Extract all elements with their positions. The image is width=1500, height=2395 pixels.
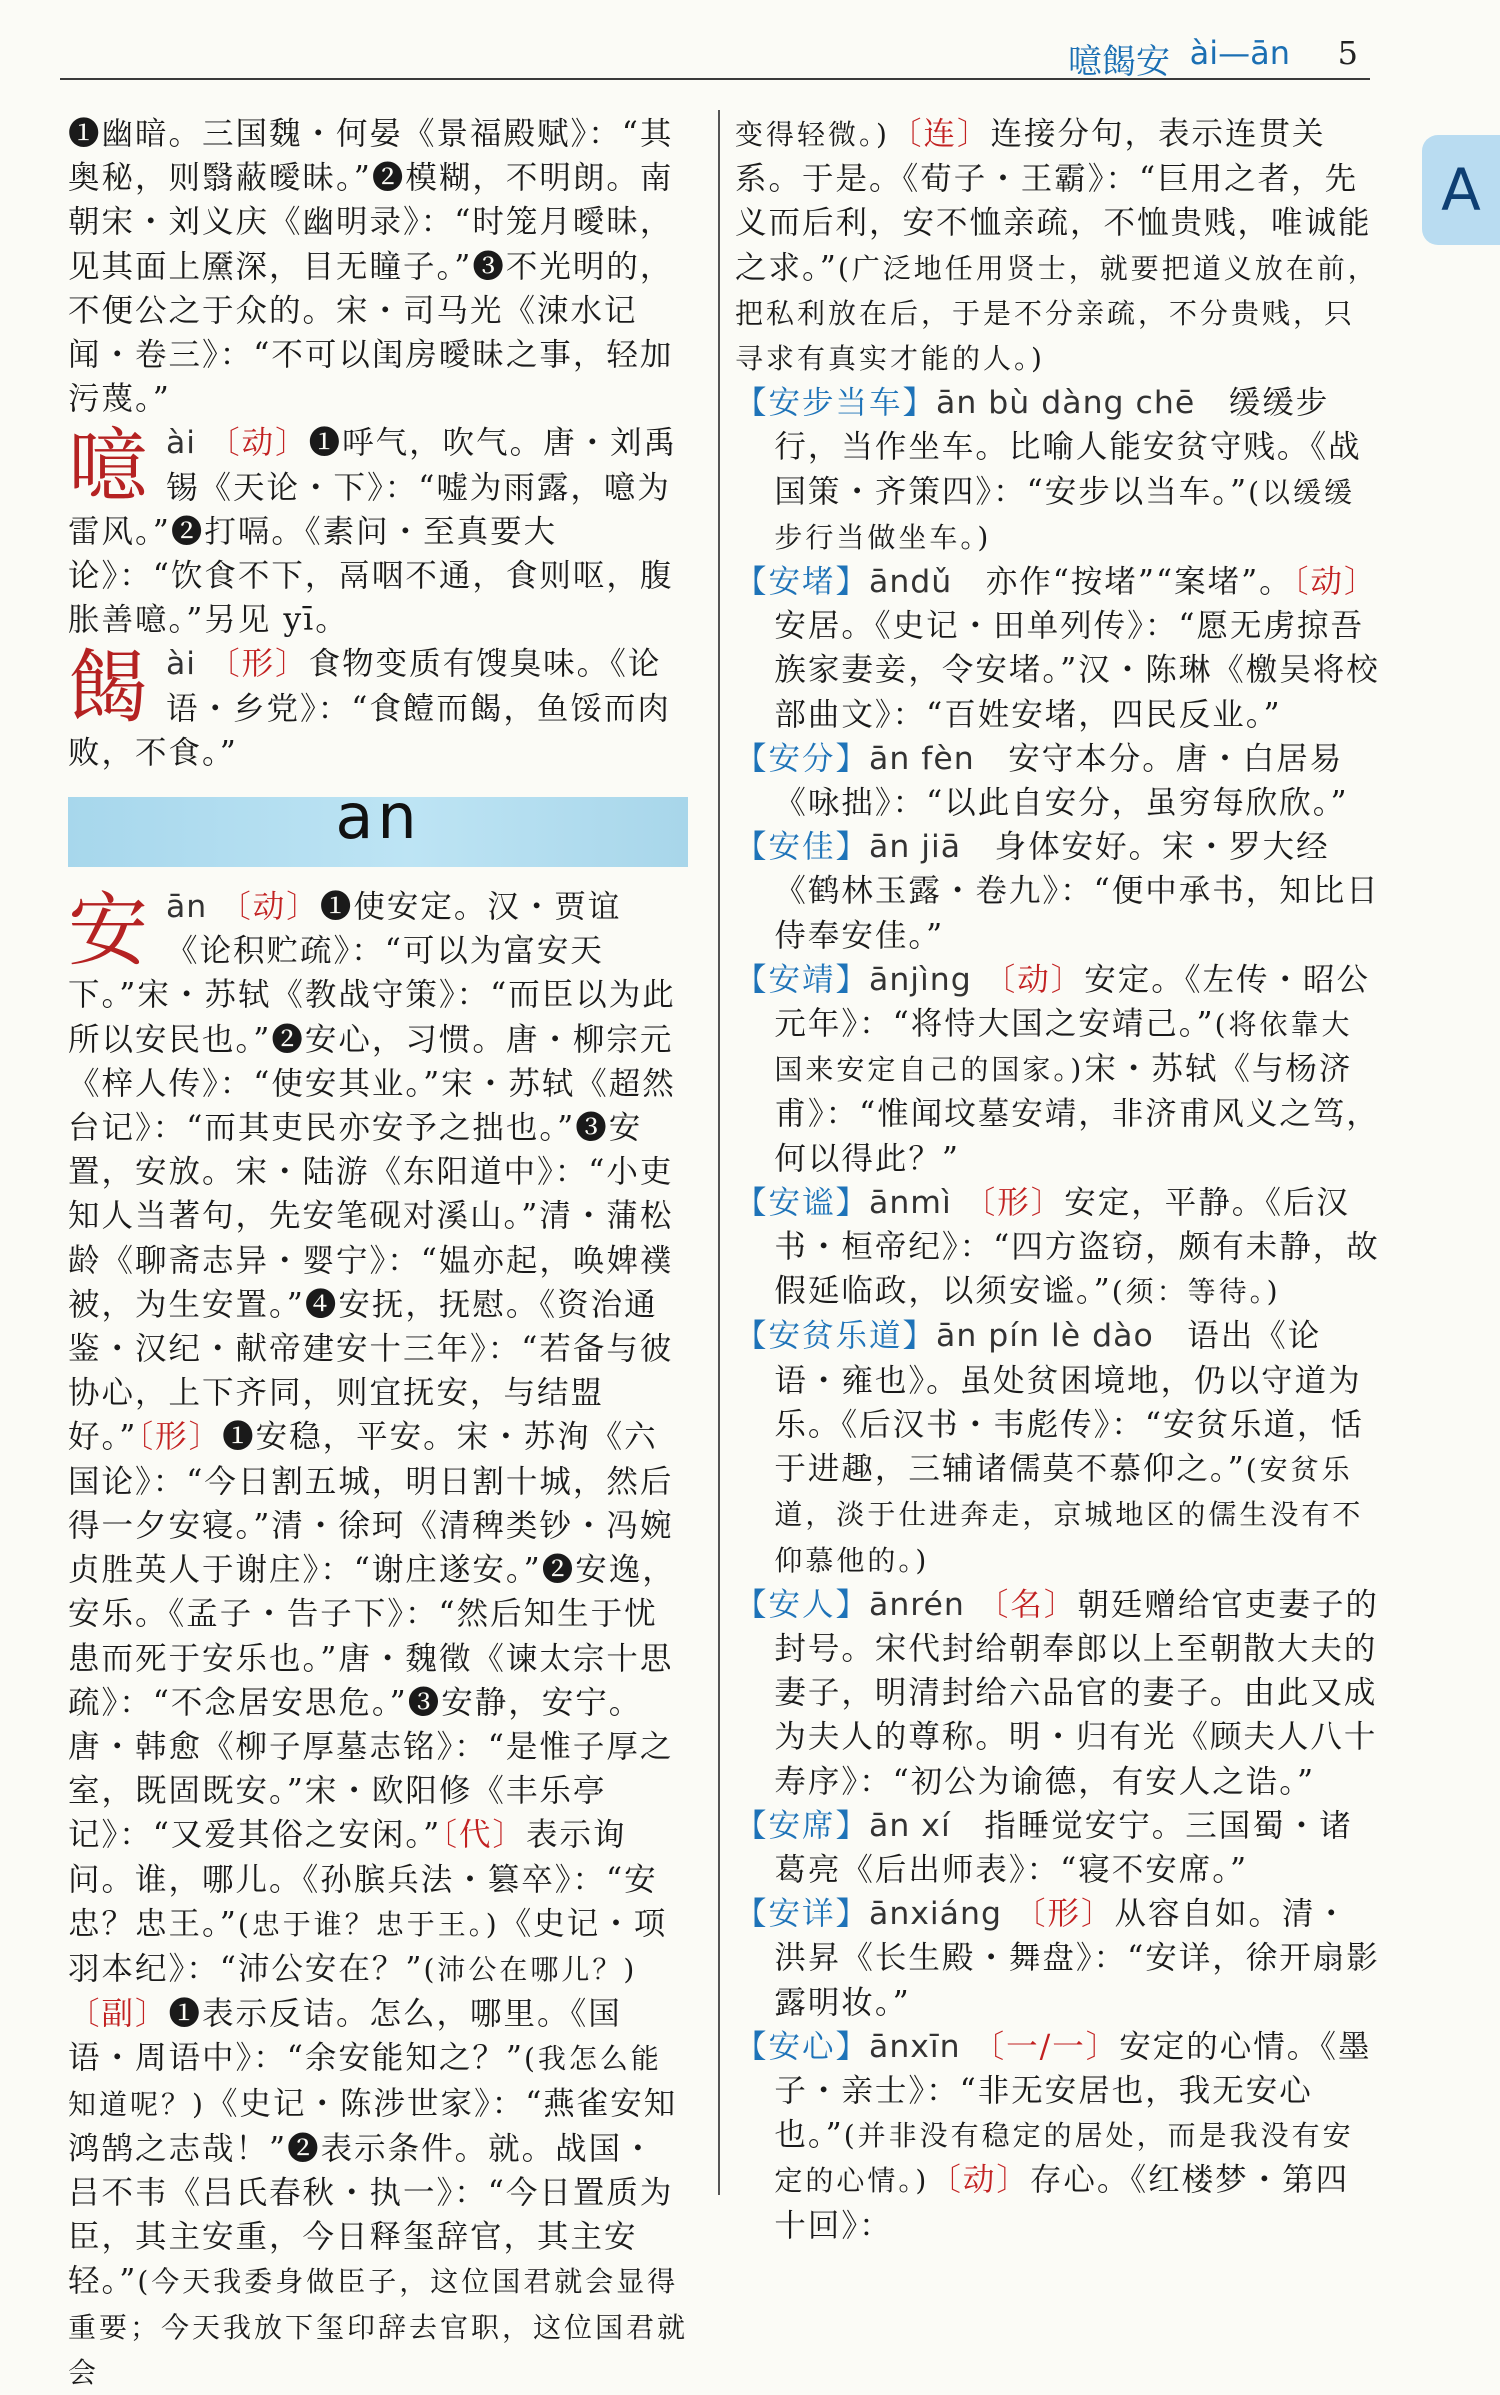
pos-tag: 〔代〕 bbox=[441, 1817, 526, 1854]
entry-he bbox=[68, 642, 688, 775]
pinyin: ānrén bbox=[869, 1586, 965, 1623]
pinyin: ài bbox=[166, 646, 197, 683]
header-guide-words: 噫餲安 bbox=[1068, 42, 1170, 82]
definition: 指睡觉安宁。三国蜀・诸葛亮《后出师表》：“寝不安席。” bbox=[774, 1807, 1353, 1888]
definition: 《史记・项羽本纪》：“沛公安在？” bbox=[68, 1905, 668, 1987]
pos-tag: 〔副〕 bbox=[68, 1996, 169, 2033]
compound-entry bbox=[735, 1892, 1380, 2025]
continued-entry bbox=[735, 112, 1380, 381]
entry-yi bbox=[68, 421, 688, 642]
gloss-note: (广泛地任用贤士，就要把道义放在前，把私利放在后，于是不分亲疏，不分贵贱，只寻求有真实才能的人。) bbox=[735, 251, 1379, 376]
definition: 安守本分。唐・白居易《咏拙》：“以此自安分，虽穷每欣欣。” bbox=[774, 740, 1349, 822]
pinyin: ān pín lè dào bbox=[936, 1318, 1154, 1355]
pinyin: ānxiáng bbox=[869, 1896, 1002, 1933]
pos-tag: 〔形〕 bbox=[963, 1184, 1065, 1221]
pinyin: ān fèn bbox=[869, 740, 975, 777]
pinyin: ài bbox=[166, 425, 197, 462]
gloss-note: (须：等待。) bbox=[1111, 1275, 1281, 1309]
definition: 身体安好。宋・罗大经《鹤林玉露・卷九》：“便中承书，知比日侍奉安佳。” bbox=[774, 829, 1380, 954]
definition: ❶使安定。汉・贾谊《论积贮疏》：“可以为富安天下。”宋・苏轼《教战守策》：“而臣以为此所以安民也。”❷安心，习惯。唐・柳宗元《梓人传》：“使安其业。”宋・苏轼《超然台记》：“而其吏民亦安予之拙也。”❸安置，安放。宋・陆游《东阳道中》：“小吏知人当著句，先安笔砚对溪山。”清・蒲松龄《聊斋志异・婴宁》：“媪亦起，唤婢襆被，为生安置。”❹安抚，抚慰。《资治通鉴・汉纪・献帝建安十三年》：“若备与彼协心，上下齐同，则宜抚安，与结盟好。” bbox=[68, 889, 676, 1456]
gloss-note: (沛公在哪儿？) bbox=[423, 1952, 638, 1986]
definition: 安定的心情。《墨子・亲士》：“非无安居也，我无安心也。” bbox=[774, 2028, 1372, 2154]
definition: 《史记・陈涉世家》：“燕雀安知鸿鹄之志哉！”❷表示条件。就。战国・吕不韦《吕氏春秋・执一》：“今日置质为臣，其主安重，今日释玺辞官，其主安轻。” bbox=[68, 2085, 678, 2300]
compound-headword: 【安分】 bbox=[735, 740, 870, 777]
definition: 安居。《史记・田单列传》：“愿无虏掠吾族家妻妾，令安堵。”汉・陈琳《檄吴将校部曲文》：“百姓安堵，四民反业。” bbox=[774, 608, 1380, 733]
definition: 表示询问。谁，哪儿。《孙膑兵法・篡卒》：“安忠？忠王。” bbox=[68, 1817, 658, 1942]
compound-headword: 【安详】 bbox=[735, 1896, 870, 1933]
compound-headword: 【安堵】 bbox=[735, 564, 870, 601]
section-syllable: an bbox=[335, 780, 421, 854]
compound-entry bbox=[735, 825, 1380, 958]
definition: ❶安稳，平安。宋・苏洵《六国论》：“今日割五城，明日割十城，然后得一夕安寝。”清・徐珂《清稗类钞・冯婉贞胜英人于谢庄》：“谢庄遂安。”❷安逸，安乐。《孟子・告子下》：“然后知生于忧患而死于安乐也。”唐・魏徵《谏太宗十思疏》：“不念居安思危。”❸安静，安宁。唐・韩愈《柳子厚墓志铭》：“是惟子厚之室，既固既安。”宋・欧阳修《丰乐亭记》：“又爱其俗之安闲。” bbox=[68, 1419, 676, 1854]
pinyin: ān jiā bbox=[869, 829, 962, 866]
definition: 连接分句，表示连贯关系。于是。《荀子・王霸》：“巨用之者，先义而后利，安不恤亲疏，不恤贵贱，唯诚能之求。” bbox=[735, 116, 1372, 286]
column-divider bbox=[718, 110, 720, 2195]
compound-entry bbox=[735, 1314, 1380, 1582]
compound-entry bbox=[735, 2025, 1380, 2248]
pinyin: ānmì bbox=[869, 1184, 952, 1221]
pinyin: ān bù dàng chē bbox=[936, 385, 1196, 422]
pos-tag: 〔形〕 bbox=[137, 1419, 223, 1456]
pos-tag: 〔动〕 bbox=[208, 425, 309, 462]
compound-entry bbox=[735, 381, 1380, 560]
pos-tag: 〔形〕 bbox=[1013, 1896, 1115, 1933]
letter-index-tab[interactable]: A bbox=[1422, 135, 1500, 245]
definition: 语出《论语・雍也》。虽处贫困境地，仍以守道为乐。《后汉书・韦彪传》：“安贫乐道，恬于进趣，三辅诸儒莫不慕仰之。” bbox=[774, 1318, 1364, 1488]
pos-tag: 〔动〕 bbox=[219, 889, 320, 926]
compound-headword: 【安席】 bbox=[735, 1807, 870, 1844]
gloss-note: 变得轻微。) bbox=[735, 118, 890, 151]
entry-an bbox=[68, 885, 688, 2395]
compound-headword: 【安谧】 bbox=[735, 1184, 870, 1221]
headword-char: 餲 bbox=[68, 641, 150, 735]
right-column bbox=[735, 112, 1380, 2248]
gloss-note: (我怎么能知道呢？) bbox=[68, 2042, 662, 2121]
compound-entry bbox=[735, 737, 1380, 825]
compound-headword: 【安心】 bbox=[735, 2028, 870, 2065]
compound-headword: 【安靖】 bbox=[735, 961, 870, 998]
continued-entry: ❶幽暗。三国魏・何晏《景福殿赋》：“其奥秘，则翳蔽曖昧。”❷模糊，不明朗。南朝宋・刘义庆《幽明录》：“时笼月曖昧，见其面上黡深，目无瞳子。”❸不光明的，不便公之于众的。宋・司马光《涑水记闻・卷三》：“不可以闺房曖昧之事，轻加污蔑。” bbox=[68, 116, 674, 418]
pos-tag: 〔动〕 bbox=[983, 961, 1085, 998]
pos-tag: 〔名〕 bbox=[976, 1586, 1078, 1623]
definition: 存心。《红楼梦・第四十回》： bbox=[774, 2162, 1350, 2244]
compound-headword: 【安贫乐道】 bbox=[735, 1318, 937, 1355]
gloss-note: (今天我委身做臣子，这位国君就会显得重要；今天我放下玺印辞去官职，这位国君就会 bbox=[68, 2265, 689, 2389]
section-band bbox=[68, 780, 688, 867]
pos-tag: 〔形〕 bbox=[208, 646, 309, 683]
pinyin: ānjìng bbox=[869, 961, 972, 998]
definition: 从容自如。清・洪昇《长生殿・舞盘》：“安详，徐开扇影露明妆。” bbox=[774, 1896, 1380, 2021]
pinyin: ān xí bbox=[869, 1807, 951, 1844]
compound-entry bbox=[735, 958, 1380, 1181]
gloss-note: (忠于谁？忠于王。) bbox=[237, 1907, 500, 1941]
compound-entry bbox=[735, 1181, 1380, 1315]
compound-headword: 【安佳】 bbox=[735, 829, 870, 866]
definition: 宋・苏轼《与杨济甫》：“惟闻坟墓安靖，非济甫风义之笃，何以得此？” bbox=[774, 1051, 1380, 1177]
definition: 食物变质有馊臭味。《论语・乡党》：“食饐而餲，鱼馁而肉败，不食。” bbox=[68, 646, 671, 771]
gloss-note: (将依靠大国来安定自己的国家。) bbox=[774, 1008, 1353, 1087]
page-number: 5 bbox=[1337, 34, 1358, 72]
pos-tag: 〔动〕 bbox=[929, 2162, 1030, 2199]
pos-tag: 〔动〕 bbox=[1292, 564, 1378, 601]
pinyin: ānxīn bbox=[869, 2028, 961, 2065]
compound-headword: 【安步当车】 bbox=[735, 385, 937, 422]
gloss-note: (以缓缓步行当做坐车。) bbox=[774, 475, 1356, 554]
compound-entry bbox=[735, 560, 1380, 737]
compound-entry bbox=[735, 1804, 1380, 1892]
pos-tag: 〔连〕 bbox=[889, 116, 991, 152]
pos-tag: 〔一/一〕 bbox=[972, 2028, 1120, 2065]
compound-entry bbox=[735, 1583, 1380, 1804]
gloss-note: (并非没有稳定的居处，而是我没有安定的心情。) bbox=[774, 2119, 1354, 2198]
definition: 缓缓步行，当作坐车。比喻人能安贫守贱。《战国策・齐策四》：“安步以当车。” bbox=[774, 385, 1362, 510]
pinyin: āndǔ bbox=[869, 564, 953, 601]
compound-headword: 【安人】 bbox=[735, 1586, 870, 1623]
definition: 朝廷赠给官吏妻子的封号。宋代封给朝奉郎以上至朝散大夫的妻子，明清封给六品官的妻子。由此又成为夫人的尊称。明・归有光《顾夫人八十寿序》：“初公为谕德，有安人之诰。” bbox=[774, 1586, 1379, 1800]
definition: ❶表示反诘。怎么，哪里。《国语・周语中》：“余安能知之？” bbox=[68, 1996, 622, 2077]
running-header bbox=[60, 28, 1370, 80]
definition: ❶呼气，吹气。唐・刘禹锡《天论・下》：“嘘为雨露，噫为雷风。”❷打嗝。《素问・至真要大论》：“饮食不下，鬲咽不通，食则呕，腹胀善噫。”另见 yī。 bbox=[68, 425, 678, 639]
headword-char: 安 bbox=[68, 884, 150, 978]
pinyin: ān bbox=[166, 889, 208, 926]
gloss-note: (安贫乐道，淡于仕进奔走，京城地区的儒生没有不仰慕他的。) bbox=[774, 1453, 1364, 1577]
header-pinyin-range: ài—ān bbox=[1189, 34, 1290, 72]
definition: 安定。《左传・昭公元年》：“将恃大国之安靖己。” bbox=[774, 961, 1371, 1043]
definition: 安定，平静。《后汉书・桓帝纪》：“四方盗窃，颇有未静，故假延临政，以须安谧。” bbox=[774, 1184, 1380, 1310]
definition: 亦作“按堵”“案堵”。 bbox=[985, 564, 1293, 601]
headword-char: 噫 bbox=[68, 420, 150, 514]
left-column bbox=[68, 112, 688, 2395]
